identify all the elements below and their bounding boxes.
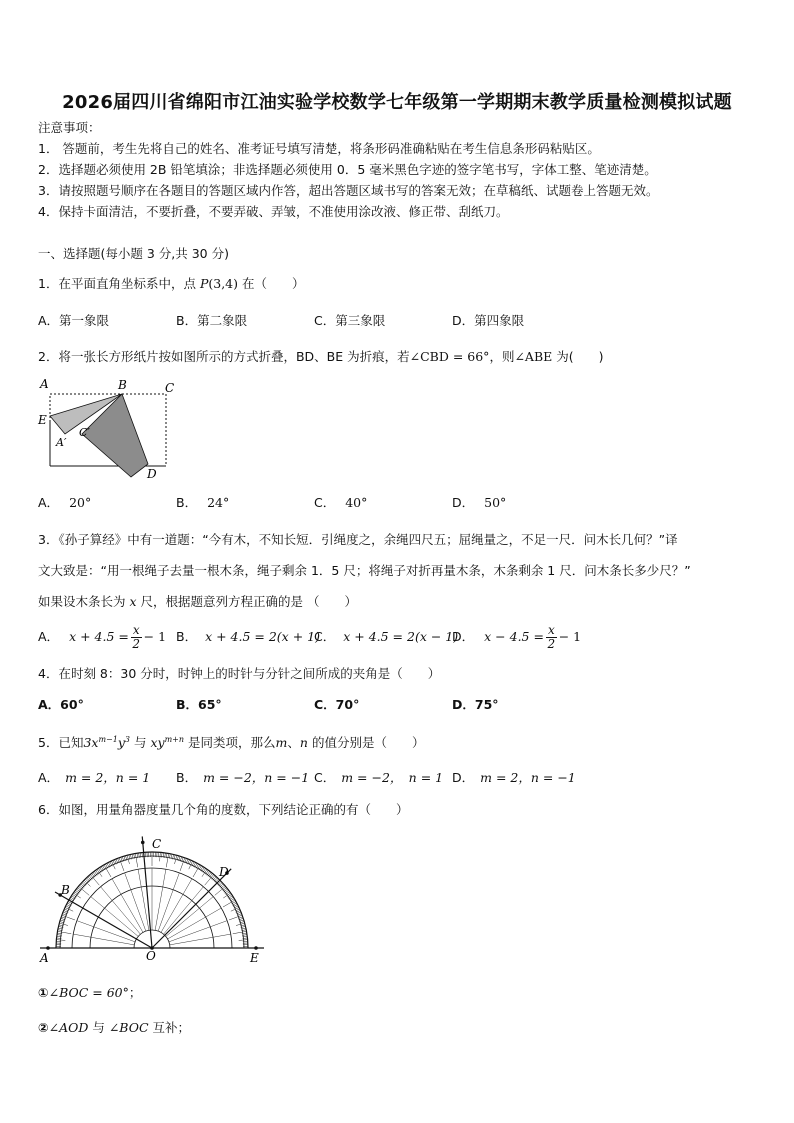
point-c (141, 841, 145, 845)
q5-term-2: xy (150, 735, 165, 751)
question-5: 5．已知$3x^{m-1}y^3$ 与 $xy^{m+n}$ 是同类项，那么m、n 的值分别是（ ） (38, 735, 425, 751)
protractor-tick (160, 852, 161, 861)
q4-option-c[interactable]: C．70° (314, 697, 360, 712)
protractor-scale (40, 836, 264, 949)
q2-label-c: C (165, 381, 175, 395)
protractor-tick (223, 900, 235, 907)
q3-option-b[interactable]: B． x + 4.5 = 2(x + 1) (176, 629, 320, 644)
q6-conclusion-2: ②∠AOD 与 ∠BOC 互补； (38, 1020, 191, 1035)
q2-option-d[interactable]: D． 50° (452, 495, 507, 510)
q2-label-a-prime: A′ (56, 436, 67, 449)
question-4: 4．在时刻 8：30 分时，时钟上的时针与分针之间所成的夹角是（ ） (38, 666, 441, 681)
q2-label-a: A (40, 377, 49, 391)
q2-option-c[interactable]: C． 40° (314, 495, 368, 510)
q2-label-d: D (147, 467, 157, 481)
q6-label-e: E (250, 951, 259, 965)
q6-protractor-figure (36, 836, 268, 966)
point-a (46, 946, 50, 950)
q4-option-a[interactable]: A．60° (38, 697, 84, 712)
q2-condition: ∠CBD = 66° (409, 349, 490, 364)
q1-option-d[interactable]: D．第四象限 (452, 313, 525, 328)
notes-item-2: 2．选择题必须使用 2B 铅笔填涂；非选择题必须使用 0．5 毫米黑色字迹的签字笔书写，字体工整、笔迹清楚。 (38, 162, 657, 177)
q3-option-a-fraction: $\frac{x}{2}$ (132, 622, 141, 651)
notes-item-3: 3．请按照题号顺序在各题目的答题区域内作答，超出答题区域书写的答案无效；在草稿纸、试题卷上答题无效。 (38, 183, 659, 198)
q1-coords: (3,4) (208, 276, 238, 291)
protractor-radial (158, 873, 179, 931)
q2-label-c-prime: C′ (79, 426, 90, 439)
q2-stem-post: 为( ) (552, 349, 604, 364)
q3-line-3: 如果设木条长为 x 尺，根据题意列方程正确的是 （ ） (38, 594, 357, 609)
q3-option-a[interactable]: A． x + 4.5 = $\frac{x}{2}$ − 1 (38, 622, 167, 651)
q1-stem-pre: 1．在平面直角坐标系中，点 (38, 276, 200, 291)
q1-option-b[interactable]: B．第二象限 (176, 313, 248, 328)
q5-option-a[interactable]: A． m = 2，n = 1 (38, 770, 151, 785)
q2-stem-mid: ，则 (489, 349, 515, 364)
q1-option-a[interactable]: A．第一象限 (38, 313, 110, 328)
notes-item-1: 1． 答题前，考生先将自己的姓名、准考证号填写清楚，将条形码准确粘贴在考生信息条形码粘贴区。 (38, 141, 600, 156)
q2-stem-pre: 2．将一张长方形纸片按如图所示的方式折叠，BD、BE 为折痕，若 (38, 349, 410, 364)
q6-label-c: C (152, 837, 162, 851)
q5-option-b[interactable]: B． m = −2，n = −1 (176, 770, 310, 785)
question-1 (38, 276, 304, 292)
q2-label-e: E (38, 413, 47, 427)
question-2 (38, 349, 604, 365)
q2-option-a[interactable]: A． 20° (38, 495, 92, 510)
q3-option-d[interactable]: D． x − 4.5 = $\frac{x}{2}$ − 1 (452, 622, 582, 651)
q2-folding-figure (34, 374, 184, 484)
q4-option-b[interactable]: B．65° (176, 697, 222, 712)
q6-label-o: O (146, 949, 156, 963)
q6-label-b: B (61, 883, 70, 897)
q3-option-d-fraction: $\frac{x}{2}$ (547, 622, 556, 651)
q1-stem-post: 在（ ） (238, 276, 305, 291)
protractor-radial (155, 869, 166, 930)
protractor-radial (73, 934, 134, 945)
question-6: 6．如图，用量角器度量几个角的度数，下列结论正确的有（ ） (38, 802, 409, 817)
q6-conclusion-1: ①∠BOC = 60°； (38, 985, 142, 1000)
protractor-radial (77, 921, 135, 942)
protractor-tick (239, 940, 248, 941)
q3-line-2: 文大致是：“用一根绳子去量一根木条，绳子剩余 1．5 尺；将绳子对折再量木条，木条剩余 1 尺．问木条长多少尺？” (38, 563, 691, 578)
q2-label-b: B (118, 378, 127, 392)
q3-variable: x (129, 594, 137, 609)
q6-label-a: A (40, 951, 49, 965)
protractor-radial (170, 934, 231, 945)
notes-item-4: 4．保持卡面清洁，不要折叠，不要弄破、弄皱，不准使用涂改液、修正带、刮纸刀。 (38, 204, 509, 219)
q2-asked-angle: ∠ABE (514, 349, 553, 364)
protractor-radial (125, 873, 146, 931)
protractor-tick (193, 865, 200, 877)
page-title: 2026届四川省绵阳市江油实验学校数学七年级第一学期期末教学质量检测模拟试题 (62, 92, 732, 113)
q6-label-d: D (219, 865, 229, 879)
protractor-tick (56, 940, 65, 941)
q1-option-c[interactable]: C．第三象限 (314, 313, 386, 328)
point-e (254, 946, 258, 950)
q2-option-b[interactable]: B． 24° (176, 495, 230, 510)
q5-option-d[interactable]: D． m = 2，n = −1 (452, 770, 576, 785)
notes-heading: 注意事项： (38, 120, 101, 135)
protractor-tick (104, 865, 111, 877)
q4-option-d[interactable]: D．75° (452, 697, 499, 712)
protractor-radial (169, 921, 227, 942)
q5-term-1: 3x (83, 735, 99, 751)
q1-point: P (199, 276, 209, 291)
q5-option-c[interactable]: C． m = −2， n = 1 (314, 770, 444, 785)
q3-option-c[interactable]: C． x + 4.5 = 2(x − 1) (314, 629, 459, 644)
section-heading: 一、选择题(每小题 3 分,共 30 分) (38, 246, 229, 261)
q3-line-1: 3．《孙子算经》中有一道题：“今有木，不知长短．引绳度之，余绳四尺五；屈绳量之，不足一尺．问木长几何？”译 (38, 532, 678, 547)
